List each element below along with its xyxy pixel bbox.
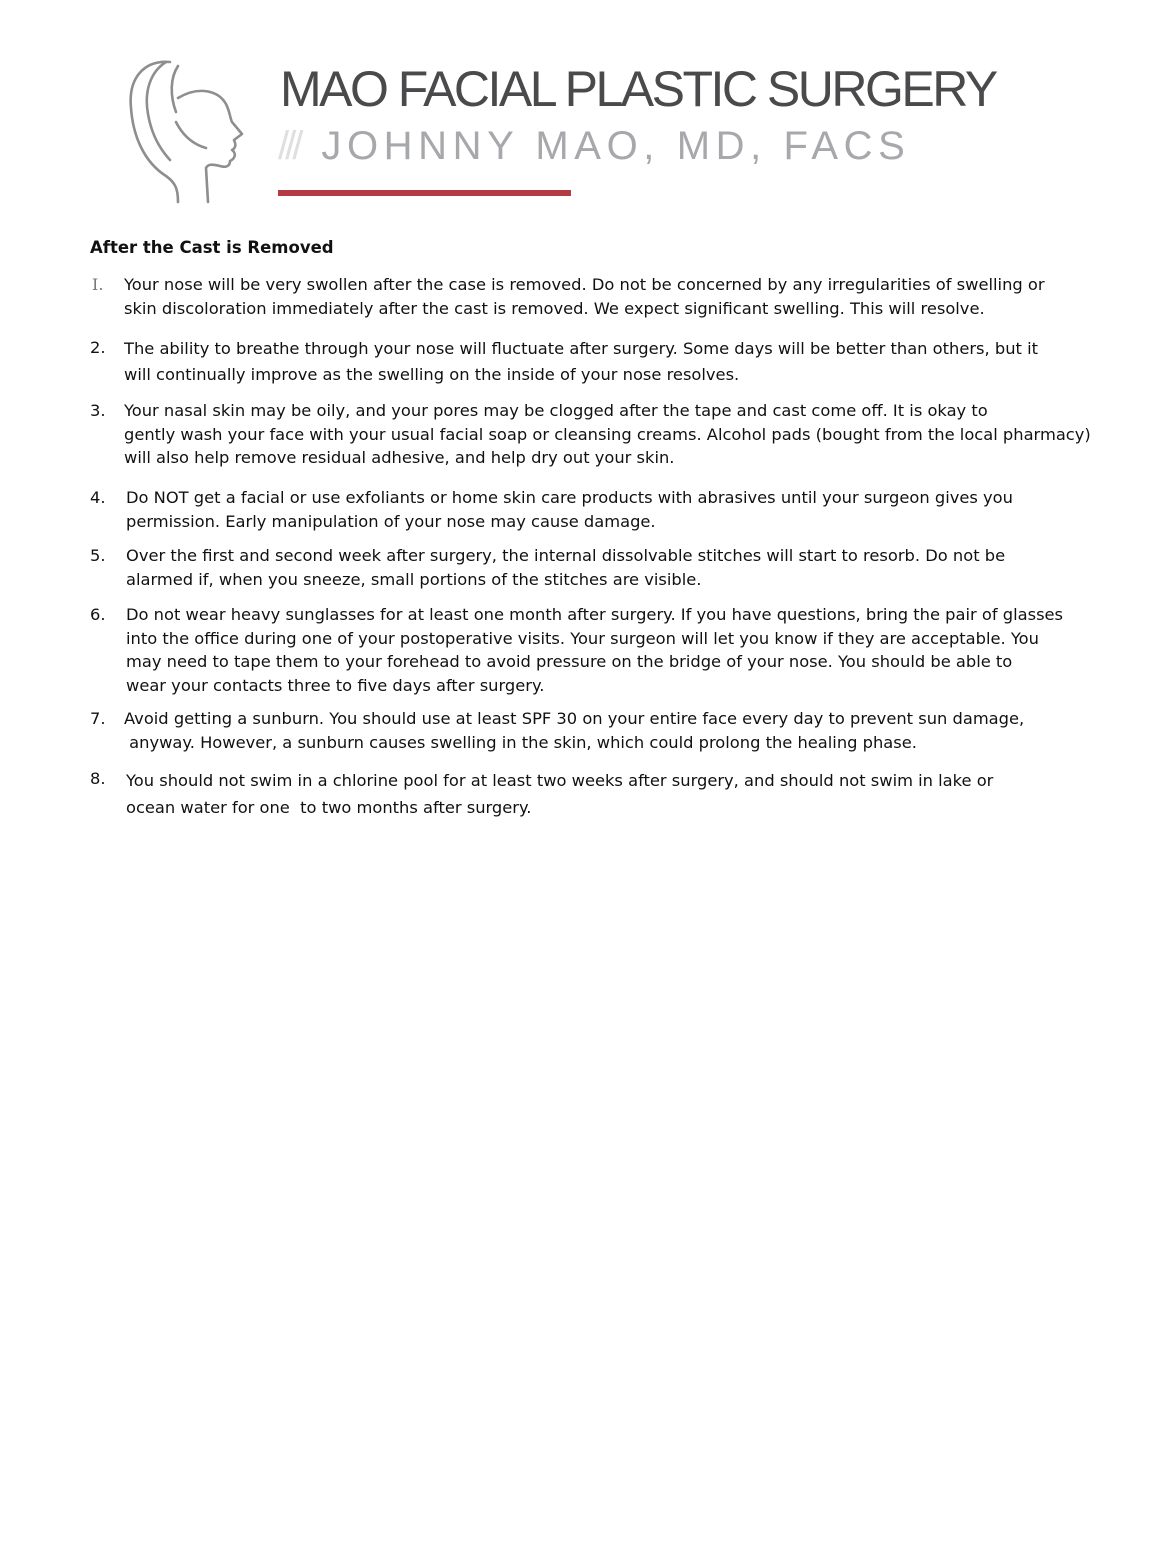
section-heading: After the Cast is Removed [90, 238, 334, 257]
woman-face-profile-icon [126, 56, 251, 204]
item-text: Over the first and second week after surgery, the internal dissolvable stitches will start to resorb. Do not be alarmed if, when you sneeze, small portions of the stitches are visible. [126, 546, 1006, 589]
item-number: 4. [90, 488, 106, 507]
item-text: Avoid getting a sunburn. You should use at least SPF 30 on your entire face every day to prevent sun damage, anyway. However, a sunburn causes swelling in the skin, which could prolong the healing phase. [124, 709, 1025, 752]
brand-accent-rule [278, 190, 571, 196]
letterhead [126, 56, 1026, 206]
item-number: 3. [90, 401, 106, 420]
item-text: Your nasal skin may be oily, and your pores may be clogged after the tape and cast come off. It is okay to gently wash your face with your usual facial soap or cleansing creams. Alcohol pads (bought from the local pharmacy) will also help remove residual adhesive, and help dry out your skin. [124, 401, 1091, 467]
item-number: 2. [90, 338, 106, 357]
doctor-slashes: /// [278, 124, 300, 168]
item-text: Do NOT get a facial or use exfoliants or home skin care products with abrasives until your surgeon gives you permission. Early manipulation of your nose may cause damage. [126, 488, 1013, 531]
item-number: 7. [90, 709, 106, 728]
item-text: Do not wear heavy sunglasses for at least one month after surgery. If you have questions, bring the pair of glasses into the office during one of your postoperative visits. Your surgeon will let you know if they are acceptable. You may need to tape them to your forehead to avoid pressure on the bridge of your nose. You should be able to wear your contacts three to five days after surgery. [126, 605, 1064, 695]
item-text: Your nose will be very swollen after the case is removed. Do not be concerned by any irregularities of swelling or skin discoloration immediately after the cast is removed. We expect significant swelling. This will resolve. [124, 275, 1045, 318]
item-text: You should not swim in a chlorine pool for at least two weeks after surgery, and should not swim in lake or ocean water for one to two months after surgery. [126, 771, 994, 817]
item-number: 5. [90, 546, 106, 565]
item-number: I. [92, 275, 104, 294]
practice-name: MAO FACIAL PLASTIC SURGERY [280, 61, 996, 117]
doctor-name: JOHNNY MAO, MD, FACS [321, 124, 911, 168]
item-number: 6. [90, 605, 106, 624]
item-text: The ability to breathe through your nose will fluctuate after surgery. Some days will be better than others, but it will continually improve as the swelling on the inside of your nose resolves. [124, 339, 1038, 384]
doctor-line [278, 126, 910, 166]
item-number: 8. [90, 769, 106, 788]
